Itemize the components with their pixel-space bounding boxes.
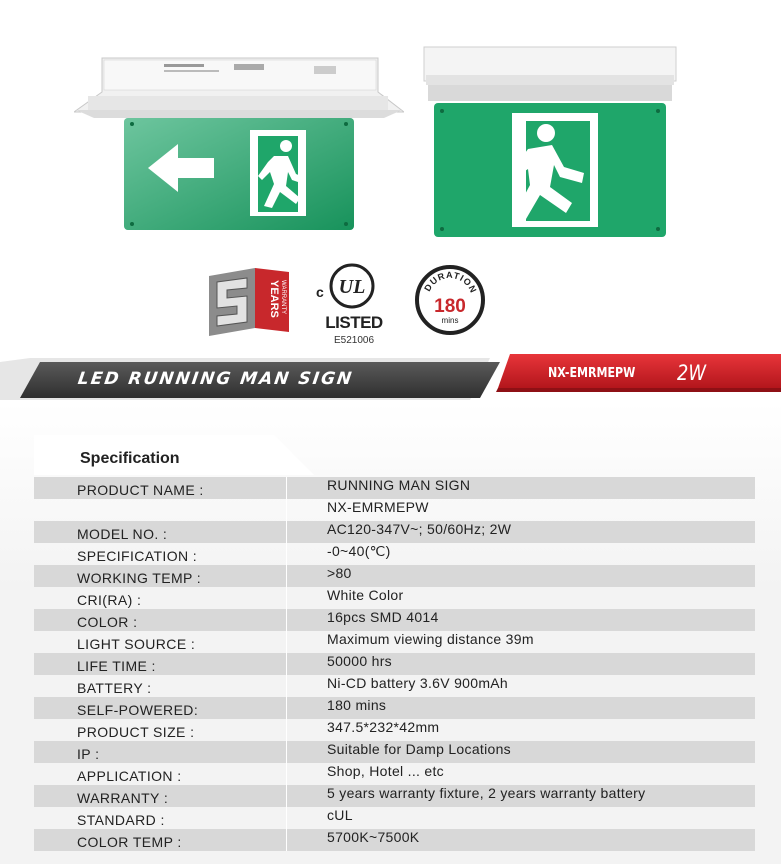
spec-value: AC120-347V~; 50/60Hz; 2W [327, 521, 512, 537]
warranty-word-text: WARRANTY [280, 280, 286, 315]
banner-power-rating: 2W [677, 361, 707, 385]
spec-value: Suitable for Damp Locations [327, 741, 511, 757]
spec-value: cUL [327, 807, 353, 823]
spec-label: COLOR TEMP : [77, 834, 182, 850]
spec-value: 180 mins [327, 697, 387, 713]
spec-label: SPECIFICATION : [77, 548, 198, 564]
ul-logo-icon [328, 262, 376, 310]
spec-row [34, 719, 755, 741]
duration-unit-text: mins [441, 316, 459, 325]
spec-row [34, 675, 755, 697]
spec-row [34, 587, 755, 609]
spec-value: 347.5*232*42mm [327, 719, 440, 735]
spec-label: APPLICATION : [77, 768, 182, 784]
warranty-badge-icon [205, 266, 293, 338]
spec-heading: Specification [80, 450, 180, 467]
spec-value: Shop, Hotel ... etc [327, 763, 444, 779]
spec-row [34, 565, 755, 587]
spec-label: LIGHT SOURCE : [77, 636, 196, 652]
ul-certificate-number: E521006 [333, 335, 375, 346]
spec-label: MODEL NO. : [77, 526, 168, 542]
spec-label: PRODUCT SIZE : [77, 724, 195, 740]
product-title: LED RUNNING MAN SIGN [76, 369, 355, 389]
spec-label: WORKING TEMP : [77, 570, 202, 586]
ul-c-mark: c [316, 284, 324, 300]
spec-label: LIFE TIME : [77, 658, 156, 674]
spec-row [34, 543, 755, 565]
duration-value-text: 180 [434, 296, 466, 317]
spec-value: White Color [327, 587, 404, 603]
spec-label: CRI(RA) : [77, 592, 142, 608]
spec-row [34, 653, 755, 675]
spec-label: BATTERY : [77, 680, 152, 696]
spec-value: >80 [327, 565, 352, 581]
duration-badge-icon [414, 264, 486, 336]
spec-row [34, 807, 755, 829]
spec-value: 50000 hrs [327, 653, 392, 669]
exit-sign-running-man-product [420, 45, 678, 240]
banner-model-number: NX-EMRMEPW [548, 366, 636, 381]
spec-label: WARRANTY : [77, 790, 169, 806]
spec-value: NX-EMRMEPW [327, 499, 429, 515]
spec-label: IP : [77, 746, 100, 762]
spec-row [34, 631, 755, 653]
spec-row [34, 609, 755, 631]
spec-label: SELF-POWERED: [77, 702, 199, 718]
spec-label: PRODUCT NAME : [77, 482, 204, 498]
duration-label-text: DURATION [422, 269, 479, 295]
spec-row [34, 785, 755, 807]
spec-row [34, 763, 755, 785]
spec-column-divider [286, 477, 287, 851]
spec-label: STANDARD : [77, 812, 165, 828]
ul-mark-text: UL [338, 276, 366, 298]
spec-value: 5 years warranty fixture, 2 years warranty battery [327, 785, 646, 801]
spec-value: 16pcs SMD 4014 [327, 609, 439, 625]
spec-value: RUNNING MAN SIGN [327, 477, 471, 493]
spec-value: 5700K~7500K [327, 829, 420, 845]
duration-badge [414, 264, 486, 336]
warranty-years-text: YEARS [268, 280, 280, 318]
ul-listed-text: LISTED [325, 313, 383, 332]
spec-row [34, 697, 755, 719]
spec-row [34, 521, 755, 543]
spec-table [34, 477, 755, 851]
ul-listed-badge [316, 262, 394, 352]
spec-label: COLOR : [77, 614, 138, 630]
spec-value: -0~40(℃) [327, 543, 391, 559]
spec-row [34, 829, 755, 851]
spec-row [34, 499, 755, 521]
exit-sign-left-arrow-product [74, 52, 404, 232]
spec-value: Maximum viewing distance 39m [327, 631, 534, 647]
spec-row [34, 477, 755, 499]
spec-value: Ni-CD battery 3.6V 900mAh [327, 675, 509, 691]
spec-row [34, 741, 755, 763]
warranty-badge [205, 266, 293, 338]
